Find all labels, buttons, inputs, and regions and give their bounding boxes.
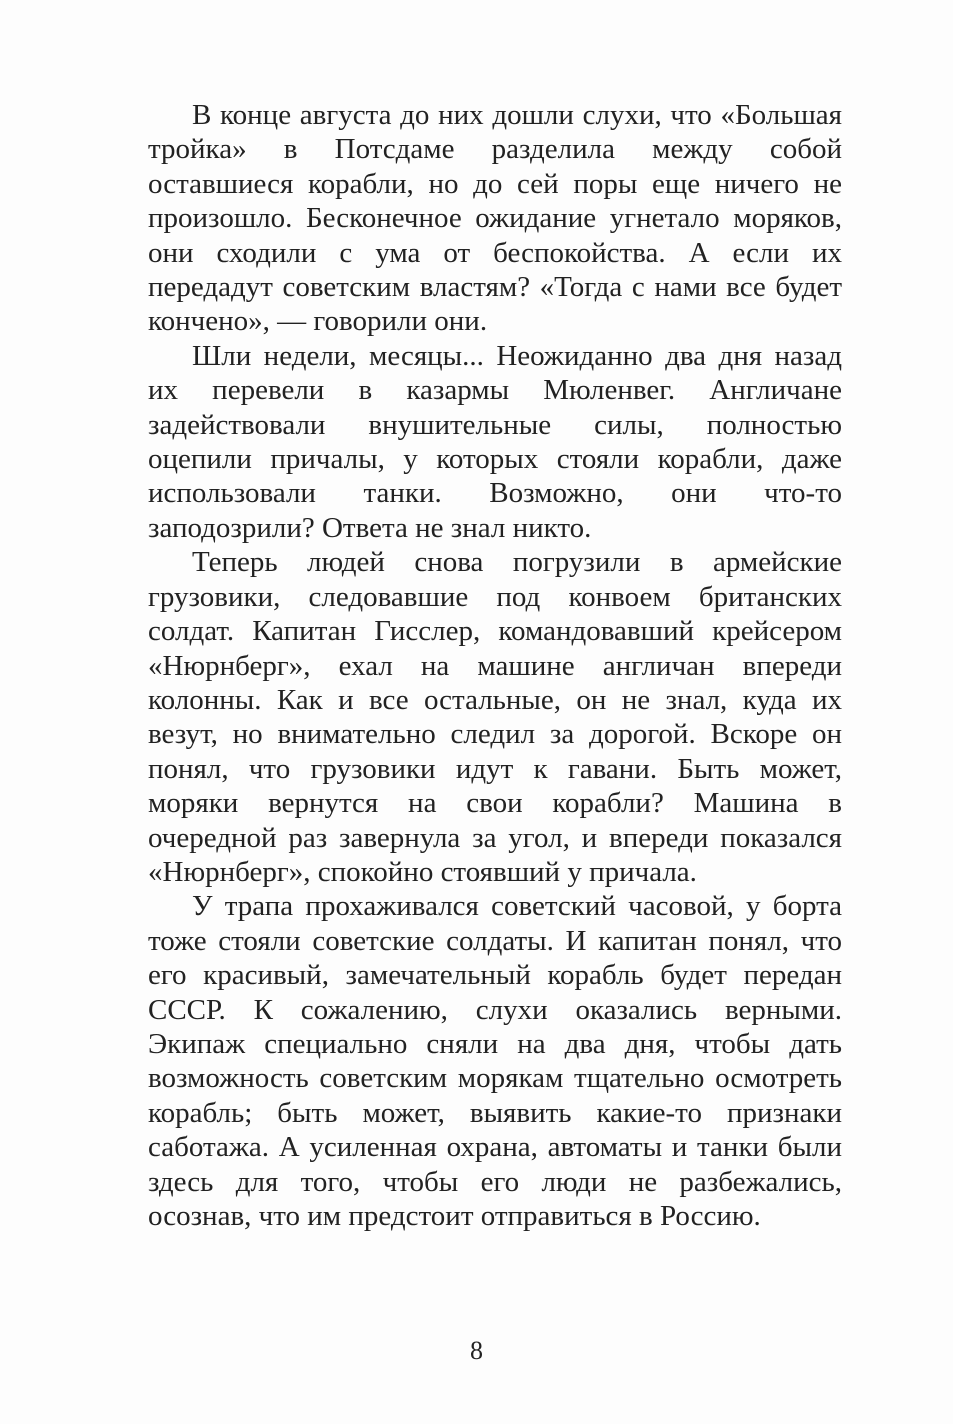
paragraph-3: Теперь людей снова погрузили в армейские грузовики, следовавшие под конвоем британских солдат. Капитан Гисслер, командовавший крейсером «Нюрнберг», ехал на машине англичан впереди колонны. Как и все остальные, он не знал, куда их везут, но внимательно следил за дорогой. Вскоре он понял, что грузовики идут к гавани. Быть может, моряки вернутся на свои корабли? Машина в очередной раз завернула за угол, и впереди показался «Нюрнберг», спокойно стоявший у причала. bbox=[148, 546, 842, 888]
paragraph-1: В конце августа до них дошли слухи, что «Большая тройка» в Потсдаме разделила между собой оставшиеся корабли, но до сей поры еще ничего не произошло. Бесконечное ожидание угнетало моряков, они сходили с ума от беспокойства. А если их передадут советским властям? «Тогда с нами все будет кончено», — говорили они. bbox=[148, 99, 842, 338]
page-number: 8 bbox=[470, 1336, 483, 1365]
paragraph-4: У трапа прохаживался советский часовой, у борта тоже стояли советские солдаты. И капитан понял, что его красивый, замечательный корабль будет передан СССР. К сожалению, слухи оказались верными. Экипаж специально сняли на два дня, чтобы дать возможность советским морякам тщательно осмотреть корабль; быть может, выявить какие-то признаки саботажа. А усиленная охрана, автоматы и танки были здесь для того, чтобы его люди не разбежались, осознав, что им предстоит отправиться в Россию. bbox=[148, 890, 842, 1232]
paragraph-2: Шли недели, месяцы... Неожиданно два дня назад их перевели в казармы Мюленвег. Англичане задействовали внушительные силы, полностью оцепили причалы, у которых стояли корабли, даже использовали танки. Возможно, они что-то заподозрили? Ответа не знал никто. bbox=[148, 339, 842, 544]
body-text bbox=[148, 98, 842, 1233]
